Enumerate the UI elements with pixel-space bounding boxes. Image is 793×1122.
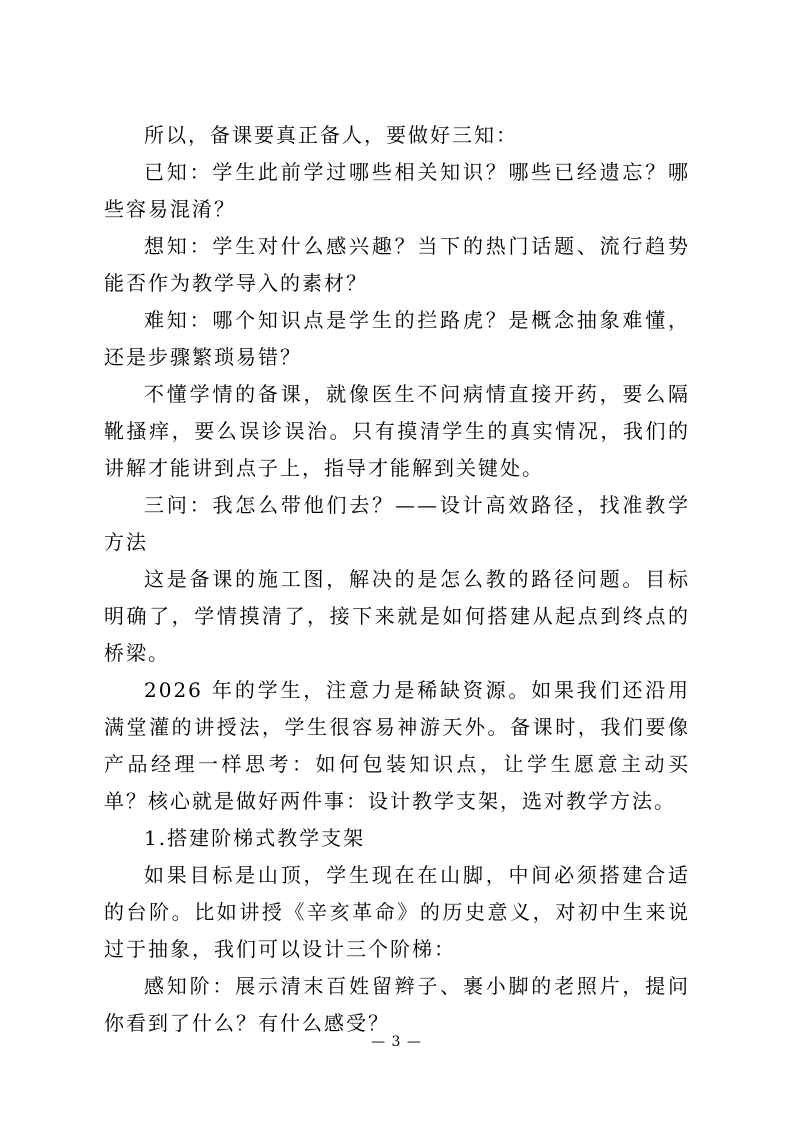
paragraph-scaffold-heading: 1.搭建阶梯式教学支架: [144, 826, 366, 850]
paragraph-doctor-analogy: 不懂学情的备课，就像医生不问病情直接开药，要么隔靴搔痒，要么误诊误治。只有摸清学生的真实情况，我们的讲解才能讲到点子上，指导才能解到关键处。: [104, 382, 690, 480]
paragraph-attention-scarcity: 2026 年的学生，注意力是稀缺资源。如果我们还沿用满堂灌的讲授法，学生很容易神游天外。备课时，我们要像产品经理一样思考：如何包装知识点，让学生愿意主动买单？核心就是做好两件事：设计教学支架，选对教学方法。: [104, 678, 690, 813]
paragraph-three-knowns-intro: 所以，备课要真正备人，要做好三知：: [144, 123, 518, 147]
paragraph-third-question-heading: 三问：我怎么带他们去？——设计高效路径，找准教学方法: [104, 493, 690, 554]
paragraph-mountain-steps: 如果目标是山顶，学生现在在山脚，中间必须搭建合适的台阶。比如讲授《辛亥革命》的历史意义，对初中生来说过于抽象，我们可以设计三个阶梯：: [104, 863, 690, 961]
paragraph-construction-blueprint: 这是备课的施工图，解决的是怎么教的路径问题。目标明确了，学情摸清了，接下来就是如何搭建从起点到终点的桥梁。: [104, 567, 690, 665]
paragraph-already-known: 已知：学生此前学过哪些相关知识？哪些已经遗忘？哪些容易混淆？: [104, 160, 690, 221]
paragraph-perception-step: 感知阶：展示清末百姓留辫子、裹小脚的老照片，提问你看到了什么？有什么感受？: [104, 974, 690, 1035]
paragraph-want-to-know: 想知：学生对什么感兴趣？当下的热门话题、流行趋势能否作为教学导入的素材？: [104, 234, 690, 295]
paragraph-hard-to-know: 难知：哪个知识点是学生的拦路虎？是概念抽象难懂，还是步骤繁琐易错？: [104, 308, 690, 369]
body-text: [104, 117, 690, 1042]
page-number: — 3 —: [371, 1034, 422, 1050]
